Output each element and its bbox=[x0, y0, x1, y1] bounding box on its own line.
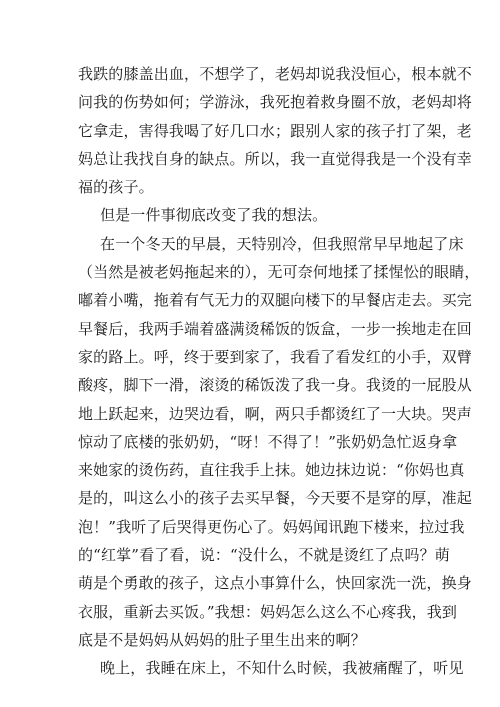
text-line: 我跌的膝盖出血，不想学了，老妈却说我没恒心，根本就不 bbox=[78, 65, 472, 83]
text-line: 福的孩子。 bbox=[78, 178, 154, 197]
text-line: 晚上，我睡在床上，不知什么时候，我被痛醒了，听见 bbox=[100, 659, 464, 678]
text-line: 它拿走，害得我喝了好几口水；跟别人家的孩子打了架，老 bbox=[78, 121, 472, 140]
text-line: 衣服，重新去买饭。”我想：妈妈怎么这么不心疼我，我到 bbox=[78, 602, 458, 621]
text-line: 妈总让我找自身的缺点。所以，我一直觉得我是一个没有幸 bbox=[78, 149, 472, 168]
text-line: 萌是个勇敢的孩子，这点小事算什么，快回家洗一洗，换身 bbox=[78, 574, 472, 593]
text-line: 在一个冬天的早晨，天特别冷，但我照常早早地起了床 bbox=[100, 234, 464, 253]
text-line: 酸疼，脚下一滑，滚烫的稀饭泼了我一身。我烫的一屁股从 bbox=[78, 376, 472, 395]
text-line: 早餐后，我两手端着盛满烫稀饭的饭盒，一步一挨地走在回 bbox=[78, 319, 472, 338]
text-line: 但是一件事彻底改变了我的想法。 bbox=[100, 206, 328, 225]
text-line: 来她家的烫伤药，直往我手上抹。她边抹边说：“你妈也真 bbox=[78, 461, 465, 480]
text-line: 嘟着小嘴，拖着有气无力的双腿向楼下的早餐店走去。买完 bbox=[78, 291, 472, 310]
text-line: 地上跃起来，边哭边看，啊，两只手都烫红了一大块。哭声 bbox=[78, 404, 472, 423]
text-line: 泡！”我听了后哭得更伤心了。妈妈闻讯跑下楼来，拉过我 bbox=[78, 517, 465, 536]
text-line: 惊动了底楼的张奶奶，“呀！不得了！”张奶奶急忙返身拿 bbox=[78, 432, 458, 451]
text-line: 是的，叫这么小的孩子去买早餐，今天要不是穿的厚，准起 bbox=[78, 489, 472, 508]
body-text bbox=[78, 60, 480, 683]
text-line: 的“红掌”看了看，说：“没什么，不就是烫红了点吗？萌 bbox=[78, 546, 450, 565]
text-line: 问我的伤势如何；学游泳，我死抱着救身圈不放，老妈却将 bbox=[78, 93, 472, 112]
text-line: 家的路上。呼，终于要到家了，我看了看发红的小手，双臂 bbox=[78, 347, 472, 366]
text-line: 底是不是妈妈从妈妈的肚子里生出来的啊？ bbox=[78, 630, 366, 649]
text-line: （当然是被老妈拖起来的），无可奈何地揉了揉惺忪的眼睛， bbox=[78, 263, 480, 282]
